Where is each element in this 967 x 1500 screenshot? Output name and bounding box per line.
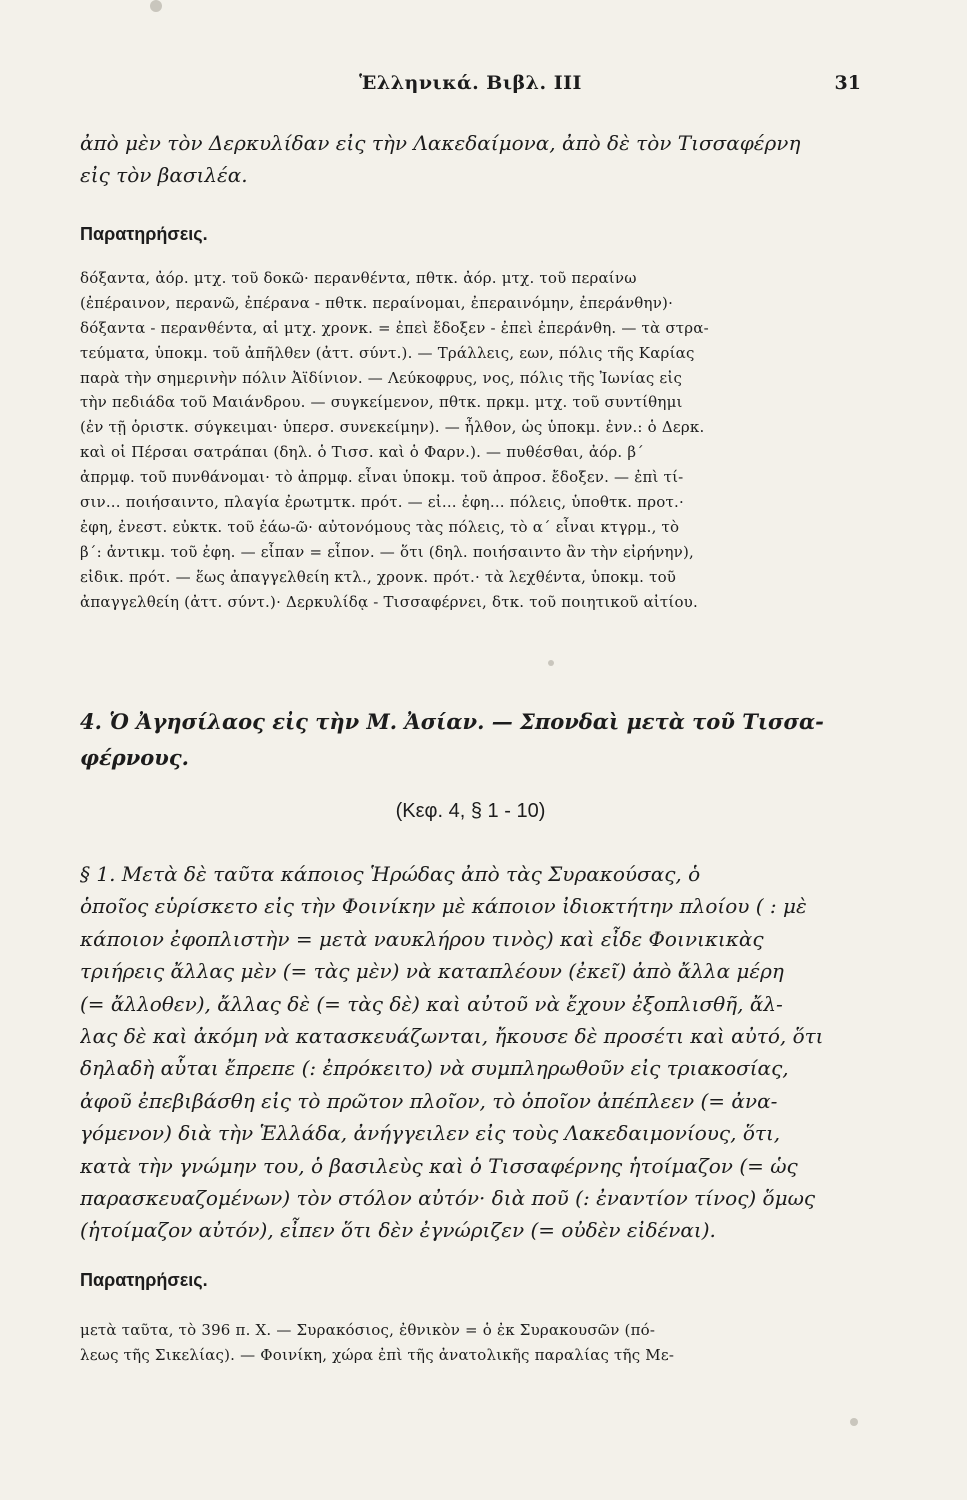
note-line: δόξαντα, ἀόρ. μτχ. τοῦ δοκῶ· περανθέντα, πθτκ. ἀόρ. μτχ. τοῦ περαίνω <box>80 269 637 287</box>
text-line: § 1. Μετὰ δὲ ταῦτα κάποιος Ἡρώδας ἀπὸ τὰς Συρακούσας, ὁ <box>80 862 701 886</box>
text-line: λας δὲ καὶ ἀκόμη νὰ κατασκευάζωνται, ἤκουσε δὲ προσέτι καὶ αὐτό, ὅτι <box>80 1023 824 1048</box>
note-line: (ἐν τῇ ὁριστκ. σύγκειμαι· ὑπερσ. συνεκείμην). — ἦλθον, ὡς ὑποκμ. ἐνν.: ὁ Δερκ. <box>80 418 705 437</box>
page-number: 31 <box>834 72 861 94</box>
section-title: 4. Ὁ Ἀγησίλαος εἰς τὴν Μ. Ἀσίαν. — Σπονδαὶ μετὰ τοῦ Τισσα- <box>80 709 824 734</box>
note-line: καὶ οἱ Πέρσαι σατράπαι (δηλ. ὁ Τισσ. καὶ ὁ Φαρν.). — πυθέσθαι, ἀόρ. β΄ <box>80 443 644 462</box>
note-line: ἐφη, ἐνεστ. εὐκτκ. τοῦ ἐάω-ῶ· αὐτονόμους τὰς πόλεις, τὸ α΄ εἶναι κτγρμ., τὸ <box>80 517 680 536</box>
notes-2 <box>80 1270 861 1291</box>
note-line: παρὰ τὴν σημερινὴν πόλιν Ἀϊδίνιον. — Λεύκοφρυς, νος, πόλις τῆς Ἰωνίας εἰς <box>80 368 683 387</box>
section-4-heading <box>80 704 861 776</box>
note-line: τὴν πεδιάδα τοῦ Μαιάνδρου. — συγκείμενον, πθτκ. πρκμ. μτχ. τοῦ συντίθημι <box>80 393 683 412</box>
notes-1 <box>80 224 861 245</box>
page-header <box>80 72 861 102</box>
note-line: β΄: ἀντικμ. τοῦ ἐφη. — εἶπαν = εἶπον. — ὅτι (δηλ. ποιήσαιντο ἂν τὴν εἰρήνην), <box>80 542 694 561</box>
notes-heading: Παρατηρήσεις. <box>80 224 208 244</box>
text-line: (= ἄλλοθεν), ἄλλας δὲ (= τὰς δὲ) καὶ αὐτοῦ νὰ ἔχουν ἐξοπλισθῆ, ἄλ- <box>80 991 783 1016</box>
chapter-reference-block <box>80 800 861 823</box>
note-line: ἀπαγγελθείη (ἀττ. σύντ.)· Δερκυλίδᾳ - Τισσαφέρνει, δτκ. τοῦ ποιητικοῦ αἰτίου. <box>80 592 698 611</box>
page-speck <box>850 1418 858 1426</box>
text-line: κατὰ τὴν γνώμην του, ὁ βασιλεὺς καὶ ὁ Τισσαφέρνης ἡτοίμαζον (= ὡς <box>80 1153 798 1178</box>
notes-1-body <box>80 266 861 614</box>
text-line: γόμενον) διὰ τὴν Ἑλλάδα, ἀνήγγειλεν εἰς τοὺς Λακεδαιμονίους, ὅτι, <box>80 1121 781 1146</box>
notes-2-body <box>80 1318 861 1368</box>
text-line: παρασκευαζομένων) τὸν στόλον αὐτόν· διὰ ποῦ (: ἐναντίον τίνος) ὅμως <box>80 1185 816 1210</box>
note-line: μετὰ ταῦτα, τὸ 396 π. Χ. — Συρακόσιος, ἐθνικὸν = ὁ ἐκ Συρακουσῶν (πό- <box>80 1321 656 1339</box>
page-speck <box>548 660 554 666</box>
running-title: Ἑλληνικά. Βιβλ. ΙΙΙ <box>359 72 582 94</box>
note-line: τεύματα, ὑποκμ. τοῦ ἀπῆλθεν (ἀττ. σύντ.). — Τράλλεις, εων, πόλις τῆς Καρίας <box>80 343 695 362</box>
text-line: κάποιον ἐφοπλιστὴν = μετὰ ναυκλήρου τινὸς) καὶ εἶδε Φοινικικὰς <box>80 926 764 951</box>
note-line: δόξαντα - περανθέντα, αἱ μτχ. χρονκ. = ἐπεὶ ἔδοξεν - ἐπεὶ ἐπεράνθη. — τὰ στρα- <box>80 318 709 337</box>
notes-heading: Παρατηρήσεις. <box>80 1270 208 1290</box>
text-line: ἀπὸ μὲν τὸν Δερκυλίδαν εἰς τὴν Λακεδαίμονα, ἀπὸ δὲ τὸν Τισσαφέρνη <box>80 131 801 155</box>
section-title: φέρνους. <box>80 745 189 770</box>
text-line: τριήρεις ἄλλας μὲν (= τὰς μὲν) νὰ καταπλέουν (ἐκεῖ) ἀπὸ ἄλλα μέρη <box>80 959 784 984</box>
intro-text <box>80 127 861 192</box>
chapter-reference: (Κεφ. 4, § 1 - 10) <box>395 800 546 822</box>
text-line: ὁποῖος εὑρίσκετο εἰς τὴν Φοινίκην μὲ κάποιον ἰδιοκτήτην πλοίου ( : μὲ <box>80 894 807 919</box>
text-line: ἀφοῦ ἐπεβιβάσθη εἰς τὸ πρῶτον πλοῖον, τὸ ὁποῖον ἀπέπλεεν (= ἀνα- <box>80 1088 778 1113</box>
text-line: (ἡτοίμαζον αὐτόν), εἶπεν ὅτι δὲν ἐγνώριζεν (= οὐδὲν εἰδέναι). <box>80 1218 716 1243</box>
note-line: σιν... ποιήσαιντο, πλαγία ἐρωτμτκ. πρότ. — εἰ... ἐφη... πόλεις, ὑποθτκ. προτ.· <box>80 493 684 512</box>
text-line: δηλαδὴ αὗται ἔπρεπε (: ἐπρόκειτο) νὰ συμπληρωθοῦν εἰς τριακοσίας, <box>80 1056 789 1081</box>
text-line: εἰς τὸν βασιλέα. <box>80 163 248 188</box>
note-line: εἰδικ. πρότ. — ἕως ἀπαγγελθείη κτλ., χρονκ. πρότ.· τὰ λεχθέντα, ὑποκμ. τοῦ <box>80 567 677 586</box>
note-line: λεως τῆς Σικελίας). — Φοινίκη, χώρα ἐπὶ τῆς ἀνατολικῆς παραλίας τῆς Με- <box>80 1345 675 1364</box>
paragraph-1 <box>80 858 861 1247</box>
note-line: (ἐπέραινον, περανῶ, ἐπέρανα - πθτκ. περαίνομαι, ἐπεραινόμην, ἐπεράνθην)· <box>80 293 674 312</box>
note-line: ἀπρμφ. τοῦ πυνθάνομαι· τὸ ἀπρμφ. εἶναι ὑποκμ. τοῦ ἀπροσ. ἔδοξεν. — ἐπὶ τί- <box>80 468 684 487</box>
page-speck <box>150 0 162 12</box>
